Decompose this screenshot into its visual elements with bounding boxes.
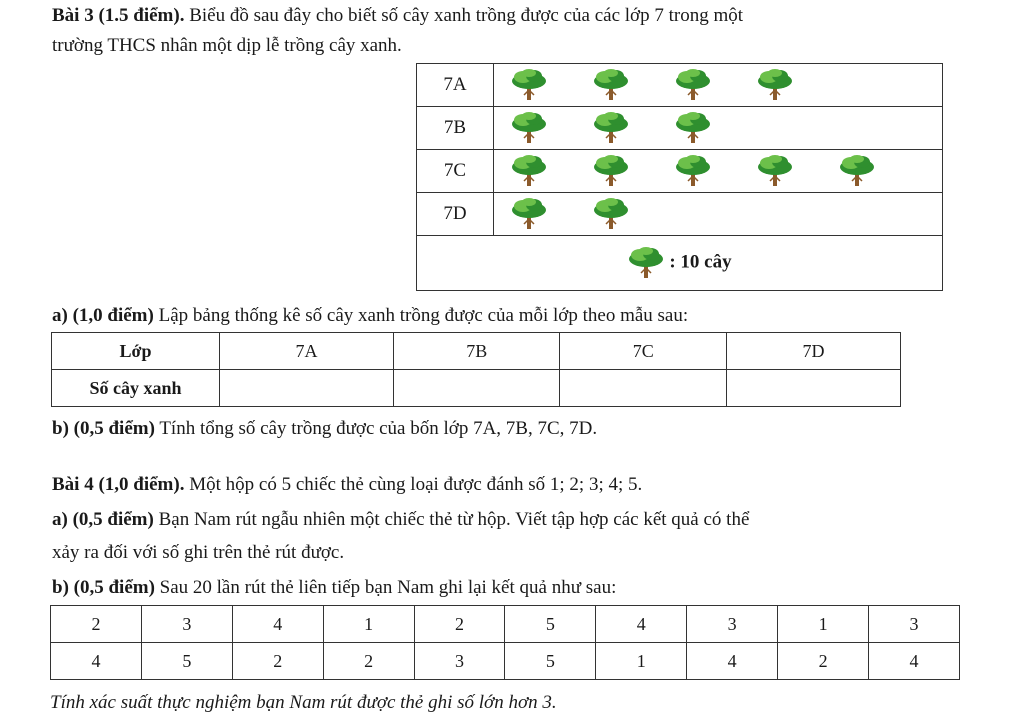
tree-icon [510,197,548,231]
bai4-intro-text: Một hộp có 5 chiếc thẻ cùng loại được đánh số 1; 2; 3; 4; 5. [184,474,643,495]
stats-table [51,332,901,407]
result-cell: 3 [414,643,505,680]
bai4-a-text-1: Bạn Nam rút ngẫu nhiên một chiếc thẻ từ hộp. Viết tập hợp các kết quả có thể [153,509,750,530]
stats-header-cell: 7A [220,333,394,370]
bai3-intro-text-1: Biểu đồ sau đây cho biết số cây xanh trồng được của các lớp 7 trong một [184,5,744,26]
bai3-intro-line2: trường THCS nhân một dịp lễ trồng cây xanh. [52,35,402,56]
bai4-b-label: b) (0,5 điểm) [52,577,155,598]
pictogram-row-label: 7D [417,193,494,236]
tree-icon [674,154,712,188]
legend-text: : 10 cây [669,251,732,273]
pictogram-trees [494,107,943,150]
part-a-line [52,304,688,328]
bai4-b-text: Sau 20 lần rút thẻ liên tiếp bạn Nam ghi lại kết quả như sau: [154,577,617,598]
tree-icon [674,111,712,145]
result-cell: 4 [51,643,142,680]
results-table [50,605,960,680]
bai4-a-label: a) (0,5 điểm) [52,509,154,530]
stats-value-cell [220,370,394,407]
pictogram-row [417,150,943,193]
result-cell: 4 [596,606,687,643]
result-cell: 1 [596,643,687,680]
part-a-text: Lập bảng thống kê số cây xanh trồng được của mỗi lớp theo mẫu sau: [153,305,689,326]
result-cell: 3 [687,606,778,643]
bai4-final-question: Tính xác suất thực nghiệm bạn Nam rút được thẻ ghi số lớn hơn 3. [50,692,557,713]
tree-icon [838,154,876,188]
stats-header-cell: Lớp [52,333,220,370]
part-b-line [52,417,597,441]
tree-icon [674,68,712,102]
tree-icon [510,111,548,145]
result-cell: 1 [778,606,869,643]
stats-header-cell: 7C [560,333,727,370]
pictogram-row-label: 7C [417,150,494,193]
result-cell: 4 [687,643,778,680]
result-cell: 2 [323,643,414,680]
bai3-heading: Bài 3 (1.5 điểm). [52,5,185,26]
bai4-intro-line [52,473,642,497]
pictogram-legend-row [417,236,943,291]
stats-row-label: Số cây xanh [52,370,220,407]
stats-header-cell: 7B [393,333,560,370]
pictogram-chart [416,63,943,291]
bai3-intro-line1 [52,4,743,28]
pictogram-legend [417,236,943,291]
tree-icon [510,154,548,188]
result-cell: 5 [505,643,596,680]
pictogram-trees [494,64,943,107]
result-cell: 2 [51,606,142,643]
stats-value-row [52,370,901,407]
legend-tree-icon [627,246,665,280]
result-cell: 4 [869,643,960,680]
tree-icon [592,154,630,188]
pictogram-row-label: 7B [417,107,494,150]
bai4-b-line [52,576,616,600]
part-b-text: Tính tổng số cây trồng được của bốn lớp 7A, 7B, 7C, 7D. [154,418,598,439]
tree-icon [510,68,548,102]
stats-header-cell: 7D [727,333,901,370]
bai4-heading: Bài 4 (1,0 điểm). [52,474,185,495]
tree-icon [592,68,630,102]
bai4-a-line1 [52,508,749,532]
stats-value-cell [727,370,901,407]
result-cell: 3 [141,606,232,643]
tree-icon [756,154,794,188]
tree-icon [592,111,630,145]
result-cell: 2 [778,643,869,680]
result-cell: 5 [505,606,596,643]
results-row [51,643,960,680]
results-row [51,606,960,643]
stats-header-row [52,333,901,370]
pictogram-trees [494,150,943,193]
pictogram-row [417,193,943,236]
stats-value-cell [560,370,727,407]
result-cell: 1 [323,606,414,643]
pictogram-trees [494,193,943,236]
tree-icon [756,68,794,102]
pictogram-row [417,64,943,107]
pictogram-row-label: 7A [417,64,494,107]
result-cell: 2 [414,606,505,643]
result-cell: 3 [869,606,960,643]
tree-icon [592,197,630,231]
pictogram-row [417,107,943,150]
part-a-label: a) (1,0 điểm) [52,305,154,326]
stats-value-cell [393,370,560,407]
result-cell: 2 [232,643,323,680]
bai4-a-line2: xảy ra đối với số ghi trên thẻ rút được. [52,542,345,563]
result-cell: 5 [141,643,232,680]
part-b-label: b) (0,5 điểm) [52,418,155,439]
result-cell: 4 [232,606,323,643]
